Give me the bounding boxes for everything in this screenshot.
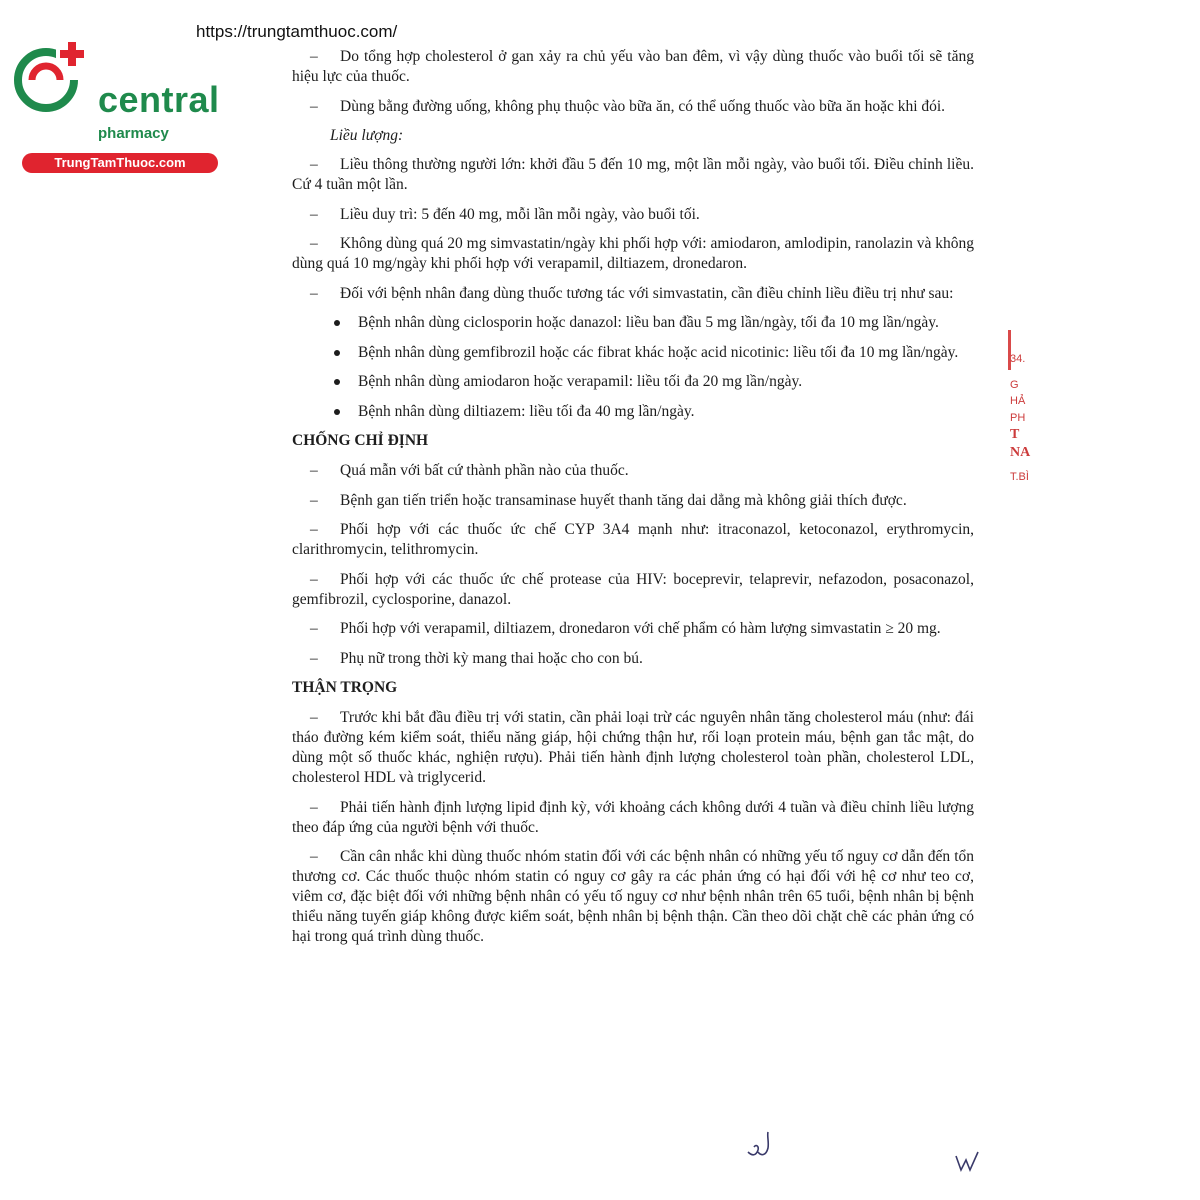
- precautions-heading: THẬN TRỌNG: [292, 679, 398, 696]
- document-page: [292, 47, 974, 957]
- handwritten-initial-icon: [952, 1148, 984, 1176]
- contraindications-heading: CHỐNG CHỈ ĐỊNH: [292, 432, 429, 449]
- dash-marker: –: [310, 570, 318, 588]
- precaution-item: – Trước khi bắt đầu điều trị với statin, cần phải loại trừ các nguyên nhân tăng cholesterol máu (như: đái tháo đường kém kiểm soát, thiểu năng giáp, hội chứng thận hư, rối loạn protein máu, bệnh gan tắc mật, do dùng một số thuốc khác, nghiện rượu). Phải tiến hành định lượng cholesterol toàn phần, cholesterol LDL, cholesterol HDL và triglycerid.: [292, 709, 974, 786]
- intro-paragraph-1: – Do tổng hợp cholesterol ở gan xảy ra chủ yếu vào ban đêm, vì vậy dùng thuốc vào buổi tối sẽ tăng hiệu lực của thuốc.: [292, 48, 974, 85]
- bullet-icon: [334, 379, 340, 385]
- dash-marker: –: [310, 97, 318, 115]
- bullet-icon: [334, 320, 340, 326]
- dosage-paragraph-4: – Đối với bệnh nhân đang dùng thuốc tương tác với simvastatin, cần điều chỉnh liều điều trị như sau:: [310, 284, 954, 302]
- dash-marker: –: [310, 521, 318, 538]
- precaution-item: – Cần cân nhắc khi dùng thuốc nhóm statin đối với các bệnh nhân có những yếu tố nguy cơ dẫn đến tổn thương cơ. Các thuốc thuộc nhóm statin có nguy cơ gây ra các phản ứng có hại đối với hệ cơ như teo cơ, viêm cơ, đặc biệt đối với những bệnh nhân có yếu tố nguy cơ như bệnh nhân trên 65 tuổi, bệnh nhân bị bệnh thiểu năng tuyến giáp không được kiểm soát, bệnh nhân bị bệnh thận. Cần theo dõi chặt chẽ các phản ứng có hại trong quá trình dùng thuốc.: [292, 848, 974, 945]
- dash-marker: –: [310, 709, 318, 726]
- dash-marker: –: [310, 848, 318, 865]
- dosage-paragraph-3: – Không dùng quá 20 mg simvastatin/ngày khi phối hợp với: amiodaron, amlodipin, ranolazin và không dùng quá 10 mg/ngày khi phối hợp với verapamil, diltiazem, dronedaron.: [292, 235, 974, 272]
- stamp-line: G: [1010, 379, 1019, 391]
- dash-marker: –: [310, 649, 318, 667]
- handwritten-initial-icon: [742, 1130, 778, 1166]
- stamp-line: HẢ: [1010, 395, 1026, 407]
- stamp-fragment: [1004, 330, 1034, 750]
- stamp-line: T.BÌ: [1010, 471, 1029, 483]
- stamp-line: 34.: [1010, 353, 1026, 365]
- dosage-label: Liều lượng:: [330, 127, 404, 144]
- dash-marker: –: [310, 284, 318, 302]
- list-item: Bệnh nhân dùng ciclosporin hoặc danazol: liều ban đầu 5 mg lần/ngày, tối đa 10 mg lần/ngày.: [292, 313, 974, 333]
- contraindication-item: – Phụ nữ trong thời kỳ mang thai hoặc cho con bú.: [310, 649, 643, 667]
- dosage-bullet-list: [292, 313, 974, 422]
- stamp-line: T: [1010, 427, 1020, 442]
- dosage-paragraph-1: – Liều thông thường người lớn: khởi đầu 5 đến 10 mg, một lần mỗi ngày, vào buổi tối. Điều chỉnh liều. Cứ 4 tuần một lần.: [292, 156, 974, 193]
- brand-watermark: [10, 36, 220, 170]
- dash-marker: –: [310, 620, 318, 637]
- watermark-url: https://trungtamthuoc.com/: [196, 22, 398, 41]
- stamp-line: NA: [1010, 445, 1031, 460]
- stamp-line: PH: [1010, 412, 1026, 424]
- brand-name: central: [98, 79, 220, 120]
- dosage-paragraph-2: – Liều duy trì: 5 đến 40 mg, mỗi lần mỗi ngày, vào buổi tối.: [310, 205, 700, 223]
- dash-marker: –: [310, 235, 318, 252]
- list-item: Bệnh nhân dùng amiodaron hoặc verapamil: liều tối đa 20 mg lần/ngày.: [292, 372, 974, 392]
- list-item: Bệnh nhân dùng gemfibrozil hoặc các fibrat khác hoặc acid nicotinic: liều tối đa 10 mg lần/ngày.: [292, 343, 974, 363]
- dash-marker: –: [310, 798, 318, 816]
- contraindication-item: – Quá mẫn với bất cứ thành phần nào của thuốc.: [310, 462, 629, 479]
- list-item: Bệnh nhân dùng diltiazem: liều tối đa 40 mg lần/ngày.: [292, 402, 974, 422]
- bullet-icon: [334, 350, 340, 356]
- central-pharmacy-logo-icon: [10, 36, 90, 116]
- dash-marker: –: [310, 205, 318, 223]
- contraindication-item: – Bệnh gan tiến triển hoặc transaminase huyết thanh tăng dai dẳng mà không giải thích được.: [310, 491, 907, 509]
- dash-marker: –: [310, 156, 318, 173]
- dash-marker: –: [310, 491, 318, 509]
- brand-site-badge: TrungTamThuoc.com: [22, 153, 218, 173]
- dash-marker: –: [310, 462, 318, 479]
- bullet-icon: [334, 409, 340, 415]
- intro-paragraph-2: – Dùng bằng đường uống, không phụ thuộc vào bữa ăn, có thể uống thuốc vào bữa ăn hoặc khi đói.: [310, 97, 946, 115]
- brand-sub: pharmacy: [98, 125, 169, 142]
- contraindication-item: – Phối hợp với các thuốc ức chế CYP 3A4 mạnh như: itraconazol, ketoconazol, erythromycin, clarithromycin, telithromycin.: [292, 521, 974, 558]
- precaution-item: – Phải tiến hành định lượng lipid định kỳ, với khoảng cách không dưới 4 tuần và điều chỉnh liều lượng theo đáp ứng của người bệnh với thuốc.: [292, 798, 974, 836]
- contraindication-item: – Phối hợp với verapamil, diltiazem, dronedaron với chế phẩm có hàm lượng simvastatin ≥ 20 mg.: [310, 620, 941, 637]
- contraindication-item: – Phối hợp với các thuốc ức chế protease của HIV: boceprevir, telaprevir, nefazodon, posaconazol, gemfibrozil, cyclosporine, danazol.: [292, 570, 974, 608]
- dash-marker: –: [310, 48, 318, 65]
